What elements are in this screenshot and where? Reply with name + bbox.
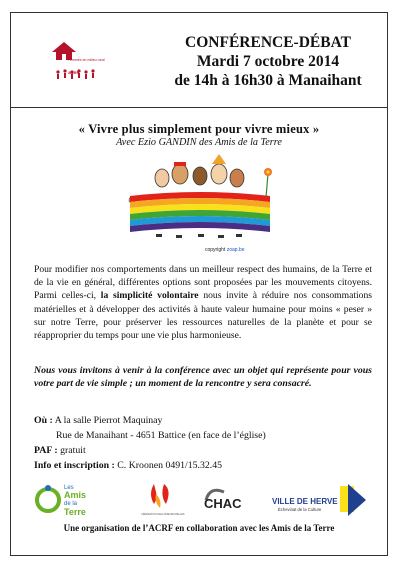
price-label: PAF :	[34, 445, 58, 456]
footer-organisation: Une organisation de l’ACRF en collaboration avec les Amis de la Terre	[63, 523, 335, 533]
amis-de-la-terre-logo	[34, 480, 104, 518]
invitation-paragraph: Nous vous invitons à venir à la conférence avec un objet qui représente pour vous votre part de vie simple ; un moment de la rencontre y sera consacré.	[34, 365, 372, 390]
federation-wallonie-bruxelles-logo	[141, 480, 185, 518]
location-label: Où :	[34, 415, 53, 426]
contact-line	[34, 458, 372, 473]
description-paragraph	[34, 263, 372, 342]
herve-title: VILLE DE HERVE	[272, 497, 338, 506]
conference-title: « Vivre plus simplement pour vivre mieux »	[78, 122, 320, 136]
acrf-tagline: Femmes en milieu rural	[68, 58, 105, 62]
location-line	[34, 413, 372, 428]
contact-value: C. Kroonen 0491/15.32.45	[114, 460, 223, 471]
acrf-name: ACRF	[68, 70, 80, 75]
price-line	[34, 443, 372, 458]
credit-link[interactable]: zoap.be	[226, 247, 245, 253]
amis-text-terre: Terre	[64, 507, 86, 517]
description-emphasis: la simplicité volontaire	[100, 290, 199, 302]
partner-logos	[30, 478, 370, 520]
description-part-1: Pour modifier nos comportements dans un meilleur respect des humains, de la Terre et de la vie en général, différentes options sont proposées par les mouvements citoyens. Parmi celles-ci,	[34, 264, 372, 302]
location-address: Rue de Manaihant - 4651 Battice (en face de l’église)	[56, 430, 266, 441]
image-credit	[205, 247, 244, 253]
event-date: Mardi 7 octobre 2014	[196, 53, 340, 70]
ville-de-herve-logo	[270, 482, 368, 518]
price-value: gratuit	[57, 445, 86, 456]
amis-text-les: Les	[64, 485, 74, 491]
chac-label: CHAC	[204, 496, 242, 511]
description-part-2: nous invite à réduire nos consommations matérielles et à développer des activités à haute valeur humaine pour moins « peser » sur notre Terre, pour préserver les ressources naturelles de la planète et pour se réapproprier du temps pour une vie plus harmonieuse.	[34, 290, 373, 342]
practical-info	[34, 413, 372, 473]
herve-subtitle: Échevinat de la Culture	[278, 507, 322, 512]
amis-text-amis: Amis	[64, 490, 87, 500]
amis-text-de-la: de la	[64, 501, 78, 507]
event-time-place: de 14h à 16h30 à Manaihant	[174, 72, 362, 89]
credit-prefix: copyright	[205, 247, 226, 253]
event-heading	[148, 33, 388, 90]
contact-label: Info et inscription :	[34, 460, 115, 471]
event-type: CONFÉRENCE-DÉBAT	[185, 34, 351, 51]
location-venue: A la salle Pierrot Maquinay	[52, 415, 163, 426]
fwb-label: FÉDÉRATION WALLONIE-BRUXELLES	[141, 513, 185, 516]
people-with-banner-illustration	[116, 152, 284, 248]
speaker-line: Avec Ezio GANDIN des Amis de la Terre	[116, 137, 282, 148]
chac-logo	[200, 484, 250, 514]
header	[10, 12, 388, 108]
